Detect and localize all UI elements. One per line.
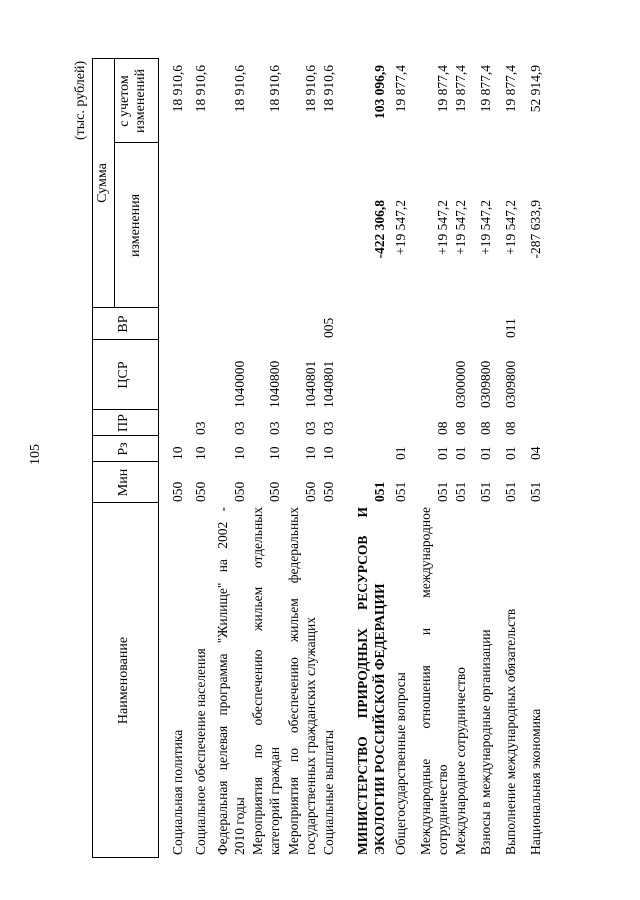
row-name-line: 2010 годы — [232, 797, 247, 855]
row-total-value: 19 877,4 — [453, 65, 468, 113]
header-sum: Сумма — [95, 163, 110, 203]
row-total-value: 18 910,6 — [303, 65, 318, 113]
row-csr-code: 0300000 — [453, 360, 468, 408]
row-change-value: +19 547,2 — [503, 200, 518, 255]
row-min-code: 050 — [193, 481, 208, 502]
row-rz-code: 10 — [321, 446, 336, 460]
header-change: изменения — [128, 193, 143, 258]
row-rz-code: 01 — [393, 446, 408, 460]
header-vr: ВР — [116, 315, 131, 333]
row-vr-code: 005 — [321, 317, 336, 338]
row-name-line: сотрудничество — [435, 764, 450, 855]
row-total-value: 19 877,4 — [503, 65, 518, 113]
row-name-line: Мероприятия по обеспечению жильем отдельных — [250, 507, 265, 855]
row-pr-code: 03 — [321, 421, 336, 435]
row-name-line: Национальная экономика — [528, 708, 543, 855]
row-total-value: 19 877,4 — [393, 65, 408, 113]
row-min-code: 051 — [528, 481, 543, 502]
row-min-code: 051 — [503, 481, 518, 502]
row-total-value: 103 096,9 — [372, 65, 387, 119]
row-rz-code: 10 — [170, 446, 185, 460]
sum-subheader-border — [114, 58, 115, 308]
row-min-code: 051 — [372, 481, 387, 502]
header-rz: Рз — [116, 442, 131, 456]
header-pr: ПР — [116, 414, 131, 432]
row-name-line: государственных гражданских служащих — [303, 616, 318, 855]
row-name-line: ЭКОЛОГИИ РОССИЙСКОЙ ФЕДЕРАЦИИ — [372, 583, 387, 855]
row-change-value: +19 547,2 — [453, 200, 468, 255]
row-total-value: 52 914,9 — [528, 65, 543, 113]
row-total-value: 18 910,6 — [321, 65, 336, 113]
row-min-code: 050 — [170, 481, 185, 502]
header-with-change-line1: с учетом — [117, 75, 132, 127]
row-min-code: 050 — [303, 481, 318, 502]
row-rz-code: 10 — [232, 446, 247, 460]
row-pr-code: 03 — [193, 421, 208, 435]
header-name: Наименование — [116, 636, 131, 725]
row-name-line: МИНИСТЕРСТВО ПРИРОДНЫХ РЕСУРСОВ И — [355, 507, 370, 855]
row-name-line: Федеральная целевая программа "Жилище" на 2002 - — [215, 507, 230, 855]
row-min-code: 050 — [321, 481, 336, 502]
row-pr-code: 08 — [453, 421, 468, 435]
row-csr-code: 1040800 — [267, 360, 282, 408]
row-min-code: 051 — [453, 481, 468, 502]
row-name-line: Международные отношения и международное — [418, 507, 433, 855]
row-csr-code: 0309800 — [478, 360, 493, 408]
row-csr-code: 1040801 — [303, 360, 318, 408]
row-rz-code: 01 — [435, 446, 450, 460]
row-pr-code: 08 — [478, 421, 493, 435]
row-rz-code: 04 — [528, 446, 543, 460]
row-pr-code: 03 — [303, 421, 318, 435]
row-pr-code: 03 — [267, 421, 282, 435]
header-with-change — [117, 59, 149, 143]
header-min: Мин — [116, 468, 131, 497]
row-change-value: +19 547,2 — [393, 200, 408, 255]
row-pr-code: 08 — [503, 421, 518, 435]
row-name-line: Международное сотрудничество — [453, 667, 468, 855]
row-min-code: 051 — [478, 481, 493, 502]
header-with-change-line2: изменений — [133, 68, 148, 134]
row-change-value: -287 633,9 — [528, 200, 543, 259]
row-pr-code: 03 — [232, 421, 247, 435]
header-bottom-border — [158, 58, 159, 858]
units-note: (тыс. рублей) — [73, 60, 88, 140]
row-rz-code: 01 — [503, 446, 518, 460]
row-name-line: категорий граждан — [267, 746, 282, 855]
row-rz-code: 10 — [193, 446, 208, 460]
row-total-value: 18 910,6 — [170, 65, 185, 113]
row-change-value: +19 547,2 — [435, 200, 450, 255]
row-name-line: Взносы в международные организации — [478, 629, 493, 855]
header-top-border — [92, 58, 93, 858]
row-min-code: 051 — [435, 481, 450, 502]
row-min-code: 051 — [393, 481, 408, 502]
row-change-value: +19 547,2 — [478, 200, 493, 255]
row-name-line: Выполнение международных обязательств — [503, 608, 518, 855]
row-name-line: Общегосударственные вопросы — [393, 672, 408, 855]
page-number: 105 — [28, 444, 43, 465]
row-vr-code: 011 — [503, 318, 518, 338]
row-rz-code: 01 — [453, 446, 468, 460]
row-rz-code: 10 — [303, 446, 318, 460]
row-csr-code: 1040000 — [232, 360, 247, 408]
row-total-value: 19 877,4 — [435, 65, 450, 113]
row-change-value: -422 306,8 — [372, 200, 387, 259]
row-name-line: Социальные выплаты — [321, 730, 336, 855]
row-min-code: 050 — [267, 481, 282, 502]
header-csr: ЦСР — [116, 361, 131, 389]
row-pr-code: 08 — [435, 421, 450, 435]
row-min-code: 050 — [232, 481, 247, 502]
row-total-value: 18 910,6 — [193, 65, 208, 113]
row-total-value: 19 877,4 — [478, 65, 493, 113]
row-name-line: Социальная политика — [170, 729, 185, 855]
row-csr-code: 1040801 — [321, 360, 336, 408]
row-name-line: Социальное обеспечение населения — [193, 648, 208, 855]
row-name-line: Мероприятия по обеспечению жильем федеральных — [286, 507, 301, 855]
row-rz-code: 01 — [478, 446, 493, 460]
row-total-value: 18 910,6 — [267, 65, 282, 113]
row-total-value: 18 910,6 — [232, 65, 247, 113]
row-csr-code: 0309800 — [503, 360, 518, 408]
row-rz-code: 10 — [267, 446, 282, 460]
